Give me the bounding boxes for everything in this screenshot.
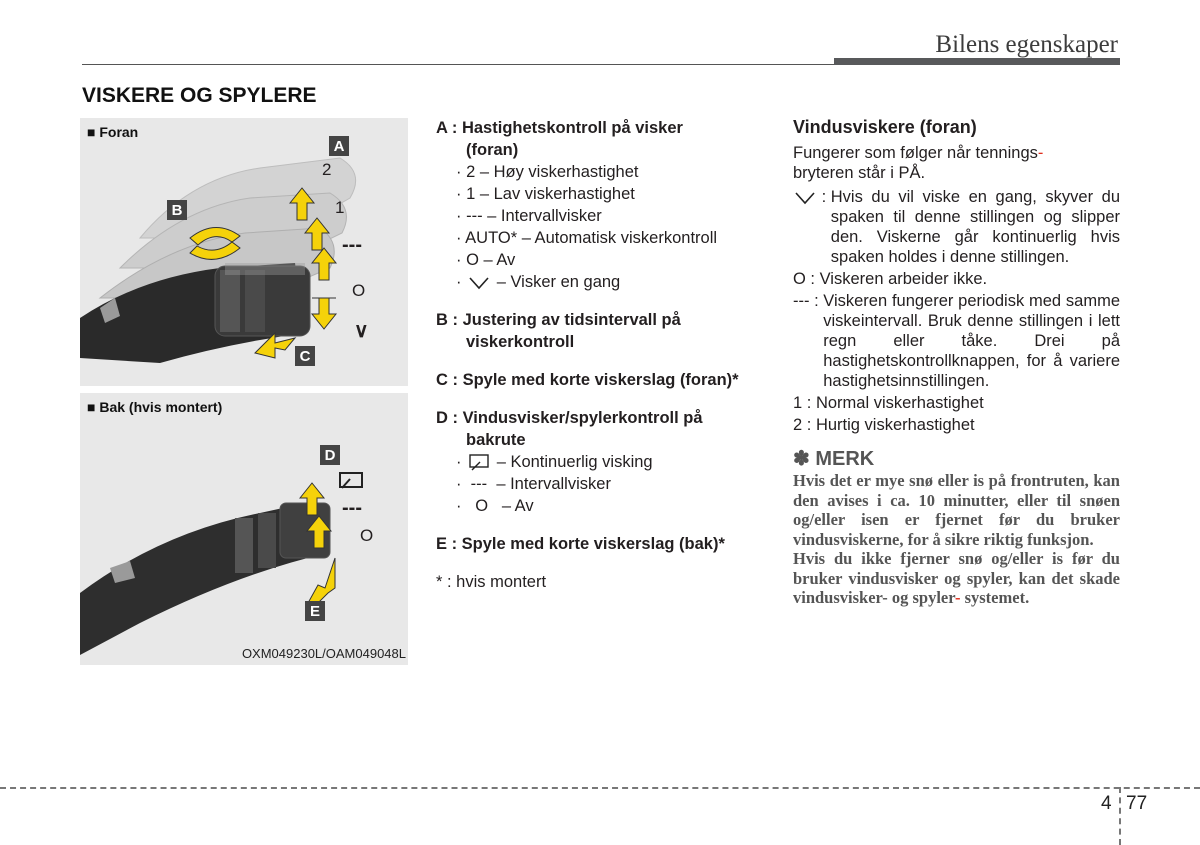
- speed-1-text: Normal viskerhastighet: [815, 394, 984, 412]
- mist-description: [793, 187, 1120, 267]
- note-title: ✽ MERK: [793, 448, 875, 470]
- legend-d-heading-cont: bakrute: [466, 431, 526, 449]
- speed-1-description: [793, 393, 1120, 413]
- intro-text: [793, 143, 1120, 163]
- legend-d-item-2: · --- – Intervallvisker: [456, 475, 611, 493]
- legend-d-heading: D : Vindusvisker/spylerkontroll på: [436, 409, 703, 427]
- legend-a-item-4: · AUTO* – Automatisk viskerkontroll: [456, 229, 718, 247]
- position-off-label: O: [352, 281, 366, 300]
- label-c: C: [299, 348, 311, 365]
- off-description: [793, 269, 1120, 289]
- speed-2-text: Hurtig viskerhastighet: [815, 416, 975, 434]
- label-b: B: [171, 202, 183, 219]
- footer-dashed-rule: [0, 787, 1200, 789]
- legend-d-item-1: [436, 451, 772, 473]
- position-1-label: 1: [335, 198, 345, 217]
- front-wiper-figure: [80, 118, 408, 386]
- footnote: * : hvis montert: [436, 573, 547, 591]
- rear-caption: ■ Bak (hvis montert): [87, 399, 223, 415]
- legend-a-item-2: · 1 – Lav viskerhastighet: [456, 185, 635, 203]
- rear-wiper-illustration: [80, 393, 408, 665]
- rear-int-label: ---: [342, 497, 362, 519]
- rear-wiper-figure: [80, 393, 408, 665]
- legend-a-item-6: [436, 271, 772, 293]
- mist-text: Hvis du vil viske en gang, skyver du spaken til denne stillingen og slipper den. Viskerne går kontinuerlig hvis spaken holdes i denne stillingen.: [830, 188, 1120, 266]
- interval-key: --- :: [793, 292, 824, 310]
- page-number: 77: [1126, 793, 1148, 814]
- mist-chevron-icon: [466, 275, 492, 291]
- bullet: ·: [456, 453, 462, 471]
- mist-chevron-icon: [793, 190, 817, 206]
- bullet: ·: [456, 273, 462, 291]
- position-int-label: ---: [342, 234, 362, 256]
- off-text: Viskeren arbeider ikke.: [819, 270, 988, 288]
- position-2-label: 2: [322, 160, 332, 179]
- rear-off-label: O: [360, 526, 374, 545]
- speed-1-key: 1 :: [793, 394, 816, 412]
- chapter-number: 4: [1101, 793, 1112, 814]
- interval-text: Viskeren fungerer periodisk med samme viskeintervall. Bruk denne stillingen i lett regn eller tåke. Drei på hastighetskontrollknappen, for å variere hastighetsinnstillingen.: [823, 292, 1120, 390]
- note-paragraph-2: Hvis du ikke fjerner snø og/eller is før du bruker vindusvisker og spyler, kan det skade vindusvisker- og spyler- systemet.: [793, 549, 1120, 607]
- off-key: O :: [793, 270, 820, 288]
- speed-2-key: 2 :: [793, 416, 816, 434]
- description-column: [793, 117, 1120, 608]
- legend-d-item-3: · O – Av: [456, 497, 534, 515]
- rear-wiper-continuous-icon: [466, 453, 492, 473]
- front-wipers-title: Vindusviskere (foran): [793, 117, 977, 137]
- page-header-title: Bilens egenskaper: [935, 31, 1118, 58]
- footer-page-divider: [1119, 787, 1121, 845]
- legend-a-heading-cont: (foran): [466, 141, 519, 159]
- legend-a-item-3: · --- – Intervallvisker: [456, 207, 602, 225]
- legend-e-heading: E : Spyle med korte viskerslag (bak)*: [436, 535, 725, 553]
- intro-line-2: bryteren står i PÅ.: [793, 164, 926, 182]
- figure-code: OXM049230L/OAM049048L: [241, 646, 406, 661]
- header-rule-bar: [834, 58, 1120, 65]
- legend-a-heading: A : Hastighetskontroll på visker: [436, 119, 683, 137]
- legend-b-heading: B : Justering av tidsintervall på: [436, 311, 681, 329]
- label-d: D: [324, 447, 336, 464]
- mist-key: :: [793, 187, 831, 267]
- label-e: E: [309, 603, 320, 620]
- intro-line-1: Fungerer som følger når tennings: [793, 144, 1038, 162]
- header-rule: [82, 64, 836, 65]
- legend-a-item-6-text: – Visker en gang: [496, 273, 621, 291]
- legend-b-heading-cont: viskerkontroll: [466, 333, 575, 351]
- legend-column: [436, 117, 772, 593]
- legend-a-item-5: · O – Av: [456, 251, 516, 269]
- legend-c-heading: C : Spyle med korte viskerslag (foran)*: [436, 371, 739, 389]
- hyphen-mark: -: [1037, 144, 1044, 162]
- interval-description: [793, 291, 1120, 391]
- position-mist-label: ∨: [354, 320, 369, 342]
- front-caption: ■ Foran: [87, 124, 139, 140]
- section-title: VISKERE OG SPYLERE: [82, 84, 317, 107]
- note-paragraph-1: Hvis det er mye snø eller is på frontruten, kan den avises i ca. 10 minutter, eller til snøen og/eller isen er fjernet før du bruker vindusviskerne, for å sikre riktig funksjon.: [793, 471, 1120, 549]
- hyphen-mark: -: [954, 588, 961, 607]
- speed-2-description: [793, 415, 1120, 435]
- label-a: A: [333, 138, 345, 155]
- legend-a-item-1: · 2 – Høy viskerhastighet: [456, 163, 639, 181]
- legend-d-item-1-text: – Kontinuerlig visking: [496, 453, 653, 471]
